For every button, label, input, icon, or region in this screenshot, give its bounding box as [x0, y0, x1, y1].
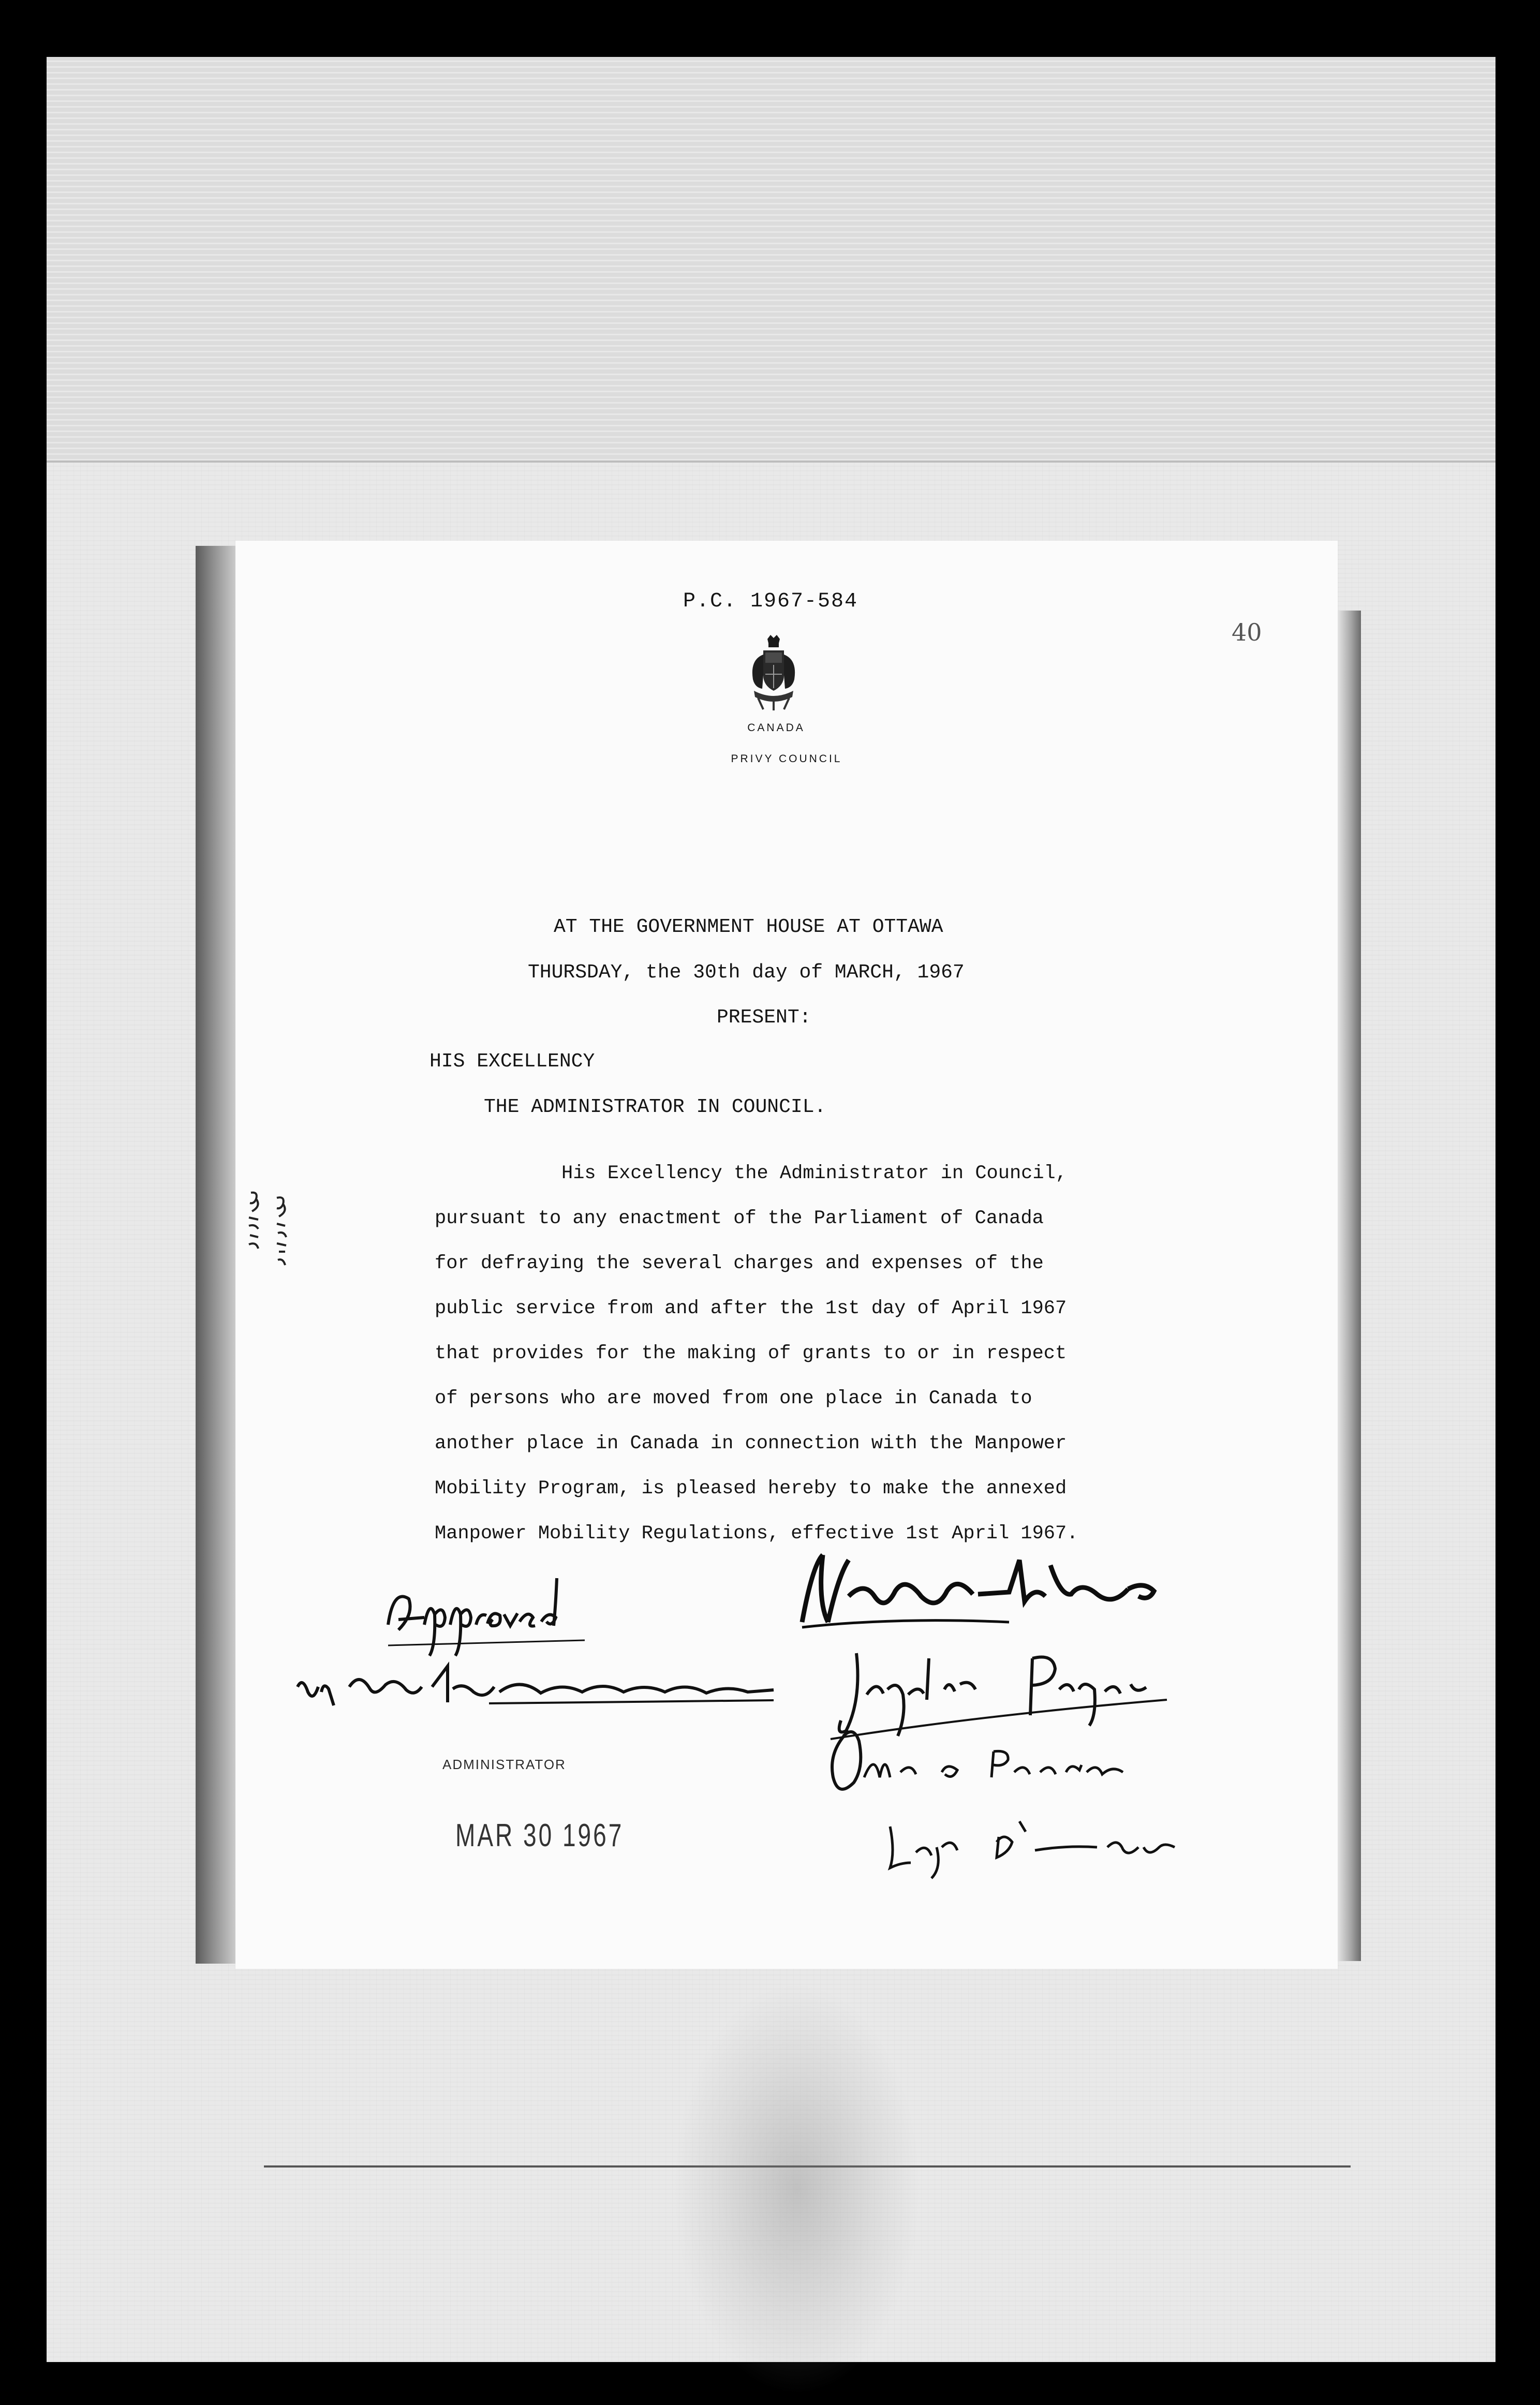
date-stamp: MAR 30 1967 — [455, 1817, 624, 1853]
body-line: His Excellency the Administrator in Council, — [561, 1163, 1067, 1184]
upper-backing-sheet — [47, 57, 1495, 463]
approved-handwriting — [378, 1568, 595, 1661]
minister-signature — [880, 1806, 1180, 1878]
body-line: of persons who are moved from one place in Canada to — [435, 1388, 1032, 1409]
body-line: public service from and after the 1st day of April 1967 — [435, 1298, 1067, 1319]
order-body — [435, 1151, 1201, 1556]
body-line: Mobility Program, is pleased hereby to make the annexed — [435, 1478, 1067, 1500]
handwritten-margin-note — [235, 1187, 313, 1296]
order-number: P.C. 1967-584 — [683, 590, 858, 613]
body-line: for defraying the several charges and expenses of the — [435, 1253, 1044, 1274]
paper-right-shadow — [1335, 611, 1361, 1961]
scan-smudge — [673, 1982, 921, 2396]
paper-left-shadow — [196, 546, 237, 1964]
page-number: 40 — [1232, 618, 1262, 646]
body-line: pursuant to any enactment of the Parliament of Canada — [435, 1208, 1044, 1229]
body-line: that provides for the making of grants to or in respect — [435, 1343, 1067, 1364]
administrator-label: ADMINISTRATOR — [442, 1757, 566, 1772]
date-line: THURSDAY, the 30th day of MARCH, 1967 — [528, 961, 965, 984]
privy-council-label: PRIVY COUNCIL — [731, 753, 842, 765]
coat-of-arms-icon — [743, 634, 805, 711]
present-line: PRESENT: — [717, 1006, 811, 1029]
administrator-signature — [292, 1656, 784, 1723]
minister-signature — [792, 1545, 1164, 1638]
place-line: AT THE GOVERNMENT HOUSE AT OTTAWA — [554, 916, 943, 938]
body-line: Manpower Mobility Regulations, effective 1st April 1967. — [435, 1523, 1078, 1545]
addressee-line-2: THE ADMINISTRATOR IN COUNCIL. — [484, 1096, 826, 1118]
emblem-caption: CANADA — [747, 722, 805, 734]
body-line: another place in Canada in connection with the Manpower — [435, 1433, 1067, 1454]
minister-signature — [823, 1720, 1154, 1808]
addressee-line-1: HIS EXCELLENCY — [430, 1050, 595, 1073]
